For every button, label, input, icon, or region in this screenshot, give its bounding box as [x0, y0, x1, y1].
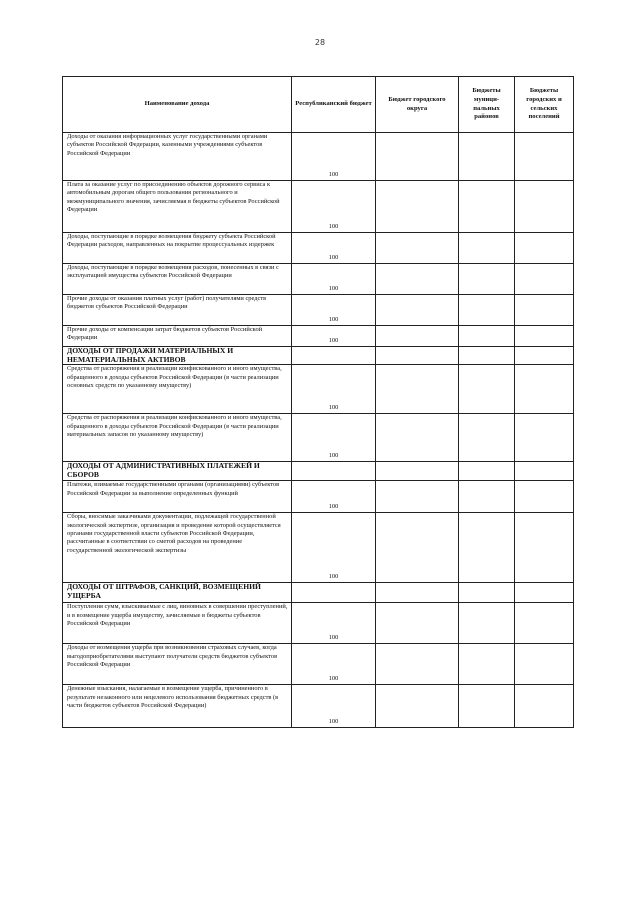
empty-cell	[292, 347, 376, 365]
revenue-name-cell: Средства от распоряжения и реализации конфискованного и иного имущества, обращенного в доходы субъектов Российской Федерации (в части реализации материальных запасов по указанному имуществу)	[63, 414, 292, 462]
empty-cell	[515, 513, 574, 583]
republic-share-cell: 100	[292, 644, 376, 685]
empty-cell	[515, 603, 574, 644]
republic-share-cell: 100	[292, 513, 376, 583]
empty-cell	[376, 603, 459, 644]
republic-share-cell: 100	[292, 365, 376, 414]
page-number: 28	[314, 38, 326, 47]
header-republic-budget: Республиканский бюджет	[292, 77, 376, 133]
revenue-name-cell: Денежные взыскания, налагаемые в возмещение ущерба, причиненного в результате незаконного или нецелевого использования бюджетных средств (в части бюджетов субъектов Российской Федерации)	[63, 685, 292, 728]
empty-cell	[515, 264, 574, 295]
revenue-name-cell: Прочие доходы от компенсации затрат бюджетов субъектов Российской Федерации	[63, 326, 292, 347]
empty-cell	[515, 414, 574, 462]
empty-cell	[515, 181, 574, 233]
empty-cell	[292, 583, 376, 603]
table-row	[63, 414, 574, 462]
empty-cell	[515, 133, 574, 181]
revenue-name-cell: Доходы, поступающие в порядке возмещения бюджету субъекта Российской Федерации расходов, направленных на покрытие процессуальных издержек	[63, 233, 292, 264]
empty-cell	[376, 513, 459, 583]
empty-cell	[376, 264, 459, 295]
table-row	[63, 644, 574, 685]
revenue-name-cell: Прочие доходы от оказания платных услуг (работ) получателями средств бюджетов субъектов Российской Федерации	[63, 295, 292, 326]
republic-share-cell: 100	[292, 685, 376, 728]
empty-cell	[459, 295, 515, 326]
empty-cell	[515, 295, 574, 326]
empty-cell	[459, 414, 515, 462]
empty-cell	[459, 583, 515, 603]
republic-share-cell: 100	[292, 295, 376, 326]
section-row	[63, 583, 574, 603]
section-title: ДОХОДЫ ОТ АДМИНИСТРАТИВНЫХ ПЛАТЕЖЕЙ И СБОРОВ	[63, 462, 292, 481]
table-row	[63, 264, 574, 295]
empty-cell	[376, 685, 459, 728]
table-row	[63, 233, 574, 264]
revenue-name-cell: Поступления сумм, взыскиваемые с лиц, виновных в совершении преступлений, и в возмещение ущерба имуществу, зачисляемые в бюджеты субъектов Российской Федерации	[63, 603, 292, 644]
table-row	[63, 603, 574, 644]
empty-cell	[515, 365, 574, 414]
revenue-distribution-table	[62, 76, 574, 728]
empty-cell	[459, 181, 515, 233]
empty-cell	[376, 414, 459, 462]
table-row	[63, 295, 574, 326]
empty-cell	[376, 365, 459, 414]
empty-cell	[376, 644, 459, 685]
table-row	[63, 481, 574, 513]
table-header-row	[63, 77, 574, 133]
table-row	[63, 181, 574, 233]
republic-share-cell: 100	[292, 181, 376, 233]
empty-cell	[376, 295, 459, 326]
empty-cell	[459, 347, 515, 365]
republic-share-cell: 100	[292, 233, 376, 264]
table-row	[63, 513, 574, 583]
table-row	[63, 365, 574, 414]
empty-cell	[376, 233, 459, 264]
revenue-name-cell: Средства от распоряжения и реализации конфискованного и иного имущества, обращенного в доходы субъектов Российской Федерации (в части реализации основных средств по указанному имуществу)	[63, 365, 292, 414]
empty-cell	[515, 685, 574, 728]
header-settlement-budgets: Бюджеты городских и сельских поселений	[515, 77, 574, 133]
empty-cell	[515, 347, 574, 365]
header-revenue-name: Наименование дохода	[63, 77, 292, 133]
empty-cell	[292, 462, 376, 481]
table-body	[63, 133, 574, 728]
empty-cell	[515, 481, 574, 513]
empty-cell	[376, 326, 459, 347]
empty-cell	[459, 513, 515, 583]
empty-cell	[459, 644, 515, 685]
empty-cell	[376, 481, 459, 513]
section-row	[63, 347, 574, 365]
empty-cell	[459, 462, 515, 481]
republic-share-cell: 100	[292, 603, 376, 644]
table-row	[63, 133, 574, 181]
empty-cell	[459, 233, 515, 264]
republic-share-cell: 100	[292, 264, 376, 295]
empty-cell	[515, 583, 574, 603]
republic-share-cell: 100	[292, 481, 376, 513]
empty-cell	[459, 603, 515, 644]
revenue-name-cell: Плата за оказание услуг по присоединению объектов дорожного сервиса к автомобильным дорогам общего пользования регионального и межмуниципального значения, зачисляемая в бюджеты субъектов Российской Федерации	[63, 181, 292, 233]
empty-cell	[459, 365, 515, 414]
empty-cell	[515, 462, 574, 481]
empty-cell	[376, 181, 459, 233]
header-district-budget: Бюджет городского округа	[376, 77, 459, 133]
table-row	[63, 685, 574, 728]
revenue-name-cell: Доходы, поступающие в порядке возмещения расходов, понесенных в связи с эксплуатацией имущества субъектов Российской Федерации	[63, 264, 292, 295]
empty-cell	[376, 462, 459, 481]
header-municipal-budgets: Бюджеты муници-пальных районов	[459, 77, 515, 133]
empty-cell	[515, 326, 574, 347]
empty-cell	[515, 644, 574, 685]
empty-cell	[459, 326, 515, 347]
section-row	[63, 462, 574, 481]
empty-cell	[376, 133, 459, 181]
table-row	[63, 326, 574, 347]
empty-cell	[515, 233, 574, 264]
republic-share-cell: 100	[292, 133, 376, 181]
empty-cell	[459, 133, 515, 181]
empty-cell	[376, 347, 459, 365]
empty-cell	[376, 583, 459, 603]
section-title: ДОХОДЫ ОТ ПРОДАЖИ МАТЕРИАЛЬНЫХ И НЕМАТЕРИАЛЬНЫХ АКТИВОВ	[63, 347, 292, 365]
section-title: ДОХОДЫ ОТ ШТРАФОВ, САНКЦИЙ, ВОЗМЕЩЕНИЙ УЩЕРБА	[63, 583, 292, 603]
revenue-name-cell: Платежи, взимаемые государственными органами (организациями) субъектов Российской Федерации за выполнение определенных функций	[63, 481, 292, 513]
republic-share-cell: 100	[292, 326, 376, 347]
republic-share-cell: 100	[292, 414, 376, 462]
revenue-name-cell: Доходы от оказания информационных услуг государственными органами субъектов Российской Федерации, казенными учреждениями субъектов Российской Федерации	[63, 133, 292, 181]
empty-cell	[459, 481, 515, 513]
empty-cell	[459, 685, 515, 728]
revenue-name-cell: Доходы от возмещения ущерба при возникновении страховых случаев, когда выгодоприобретателями выступают получатели средств бюджетов субъектов Российской Федерации	[63, 644, 292, 685]
empty-cell	[459, 264, 515, 295]
revenue-name-cell: Сборы, вносимые заказчиками документации, подлежащей государственной экологической экспертизе, организация и проведение которой осуществляется органами государственной власти субъектов Российской Федерации, рассчитанные в соответствии со сметой расходов на проведение государственной экологической экспертизы	[63, 513, 292, 583]
